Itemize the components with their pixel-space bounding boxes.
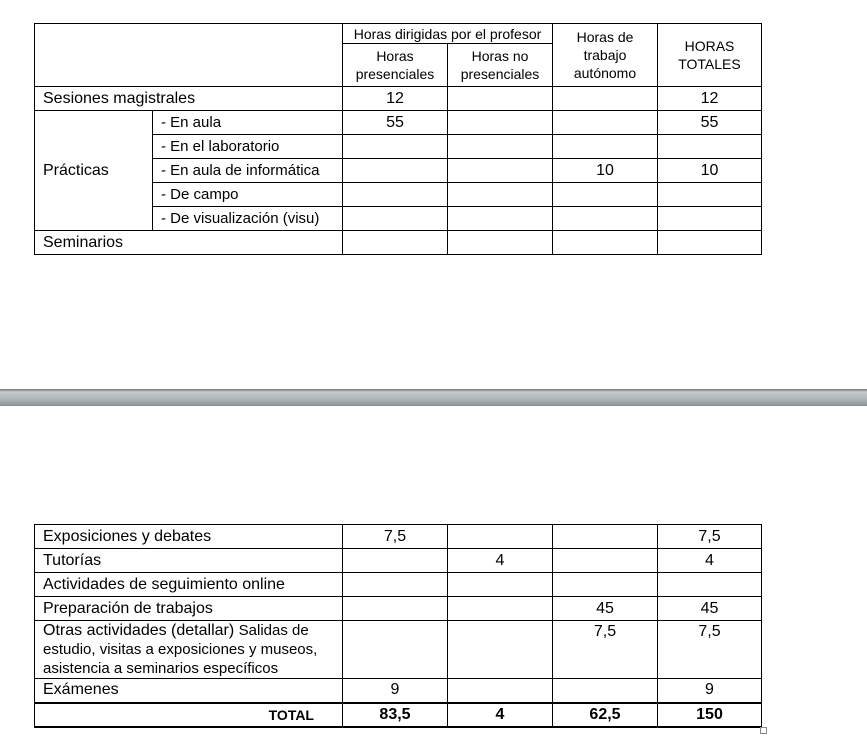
cell-presencial: 7,5 — [343, 525, 448, 549]
cell-total: 4 — [658, 549, 762, 573]
cell-total: 7,5 — [658, 621, 762, 679]
cell-autonomo: 10 — [553, 159, 658, 183]
cell-total: 9 — [658, 679, 762, 703]
cell-no-presencial — [448, 231, 553, 255]
cell-no-presencial — [448, 525, 553, 549]
total-label: TOTAL — [35, 703, 343, 727]
row-label: - De campo — [153, 183, 343, 207]
cell-autonomo — [553, 135, 658, 159]
cell-autonomo — [553, 87, 658, 111]
total-total: 150 — [658, 703, 762, 727]
cell-presencial — [343, 621, 448, 679]
cell-total — [658, 573, 762, 597]
cell-no-presencial — [448, 679, 553, 703]
cell-autonomo — [553, 679, 658, 703]
cell-no-presencial — [448, 573, 553, 597]
header-directed: Horas dirigidas por el profesor — [343, 24, 553, 44]
cell-total: 55 — [658, 111, 762, 135]
total-autonomo: 62,5 — [553, 703, 658, 727]
cell-presencial — [343, 597, 448, 621]
row-detail: Salidas de estudio, visitas a exposiciones y museos, asistencia a seminarios específicos — [43, 622, 318, 677]
table-row — [35, 549, 762, 573]
cell-total: 10 — [658, 159, 762, 183]
cell-autonomo — [553, 573, 658, 597]
cell-autonomo — [553, 111, 658, 135]
table-row — [35, 111, 762, 135]
cell-total — [658, 207, 762, 231]
cell-no-presencial — [448, 621, 553, 679]
cell-autonomo — [553, 549, 658, 573]
hours-table-top — [34, 23, 762, 255]
total-no-presencial: 4 — [448, 703, 553, 727]
table-row — [35, 573, 762, 597]
cell-presencial — [343, 159, 448, 183]
cell-total: 12 — [658, 87, 762, 111]
cell-total — [658, 231, 762, 255]
table-row — [35, 597, 762, 621]
row-label: - En aula de informática — [153, 159, 343, 183]
total-presencial: 83,5 — [343, 703, 448, 727]
practicas-label: Prácticas — [35, 111, 153, 231]
header-autonomo: Horas de trabajo autónomo — [553, 24, 658, 87]
cell-no-presencial — [448, 159, 553, 183]
row-label: Preparación de trabajos — [35, 597, 343, 621]
cell-autonomo — [553, 231, 658, 255]
cell-presencial — [343, 135, 448, 159]
row-label: Sesiones magistrales — [35, 87, 343, 111]
cell-total: 45 — [658, 597, 762, 621]
cell-total: 7,5 — [658, 525, 762, 549]
cell-no-presencial: 4 — [448, 549, 553, 573]
cell-presencial — [343, 231, 448, 255]
cell-no-presencial — [448, 597, 553, 621]
cell-no-presencial — [448, 183, 553, 207]
row-label: Actividades de seguimiento online — [35, 573, 343, 597]
table-row — [35, 87, 762, 111]
table-row — [35, 525, 762, 549]
header-no-presencial: Horas no presenciales — [448, 44, 553, 87]
table-row — [35, 621, 762, 679]
cell-presencial — [343, 573, 448, 597]
cell-presencial — [343, 207, 448, 231]
total-row — [35, 703, 762, 727]
table-resize-handle[interactable] — [760, 727, 767, 734]
page-break-gap — [0, 389, 867, 406]
row-label: - De visualización (visu) — [153, 207, 343, 231]
header-blank-cell — [35, 24, 343, 87]
hours-table-bottom — [34, 524, 762, 728]
row-label: Exposiciones y debates — [35, 525, 343, 549]
cell-total — [658, 135, 762, 159]
row-label: Otras actividades (detallar) — [43, 622, 235, 639]
cell-autonomo: 7,5 — [553, 621, 658, 679]
cell-no-presencial — [448, 207, 553, 231]
header-totales: HORAS TOTALES — [658, 24, 762, 87]
table-row — [35, 679, 762, 703]
row-label: Exámenes — [35, 679, 343, 703]
cell-autonomo — [553, 207, 658, 231]
cell-presencial: 55 — [343, 111, 448, 135]
row-label: Tutorías — [35, 549, 343, 573]
row-label-otras — [35, 621, 343, 679]
cell-presencial — [343, 183, 448, 207]
cell-no-presencial — [448, 135, 553, 159]
cell-autonomo: 45 — [553, 597, 658, 621]
row-label: Seminarios — [35, 231, 343, 255]
cell-autonomo — [553, 183, 658, 207]
row-label: - En el laboratorio — [153, 135, 343, 159]
cell-no-presencial — [448, 87, 553, 111]
cell-presencial: 9 — [343, 679, 448, 703]
row-label: - En aula — [153, 111, 343, 135]
cell-presencial: 12 — [343, 87, 448, 111]
cell-presencial — [343, 549, 448, 573]
header-presencial: Horas presenciales — [343, 44, 448, 87]
cell-autonomo — [553, 525, 658, 549]
cell-no-presencial — [448, 111, 553, 135]
cell-total — [658, 183, 762, 207]
table-row — [35, 231, 762, 255]
